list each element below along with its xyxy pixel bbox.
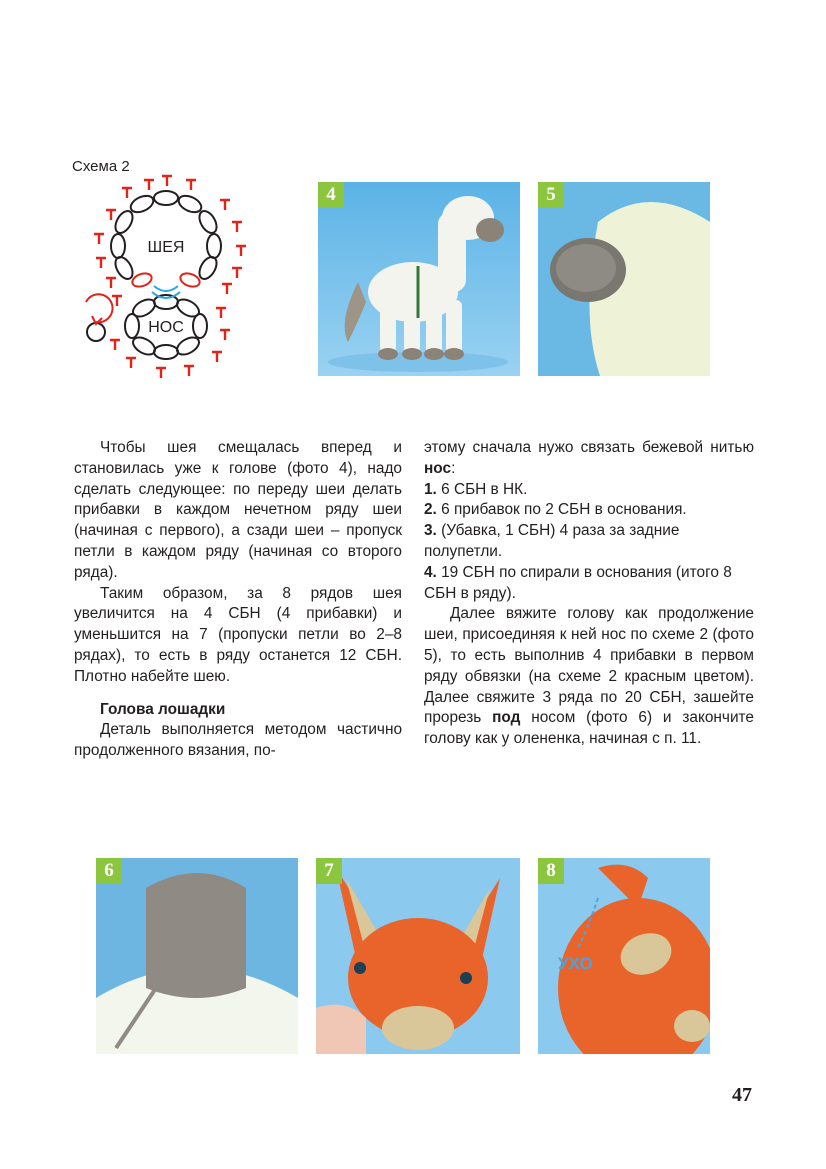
photo-6-badge: 6 (96, 858, 122, 884)
left-column (74, 438, 402, 762)
ear-label: УХО (558, 954, 593, 973)
photo-5-badge: 5 (538, 182, 564, 208)
photo-7 (316, 858, 520, 1054)
list-item: 2. 6 прибавок по 2 СБН в основания. (424, 501, 687, 519)
list-item: 1. 6 СБН в НК. (424, 480, 528, 498)
list-item: 4. 19 СБН по спирали в основания (итого 8 СБН в ряду). (424, 563, 732, 602)
schema-label: Схема 2 (72, 158, 130, 175)
photo-7-badge: 7 (316, 858, 342, 884)
nose-label: НОС (148, 319, 184, 336)
list-item: 3. (Убавка, 1 СБН) 4 раза за задние полупетли. (424, 522, 680, 560)
paragraph-head-continue: Далее вяжите голову как продолжение шеи, присоединяя к ней нос по схеме 2 (фото 5), то есть выполнив 4 прибавки в первом ряду обвязки (на схеме 2 красным цветом). Далее свяжите 3 ряда по 20 СБН, зашейте прорезь под носом (фото 6) и закончите голову как у олененка, начиная с п. 11. (424, 605, 754, 748)
right-column (424, 438, 754, 750)
photo-4-badge: 4 (318, 182, 344, 208)
photo-4 (318, 182, 520, 376)
photo-6 (96, 858, 298, 1054)
photo-8-badge: 8 (538, 858, 564, 884)
crochet-schema-diagram (66, 170, 266, 390)
paragraph-neck-result: Таким образом, за 8 рядов шея увеличится на 4 СБН (4 прибавки) и уменьшится на 7 (пропуски петли во 2–8 рядах), то есть в ряду останется 12 СБН. Плотно набейте шею. (74, 584, 402, 685)
photo-8 (538, 858, 710, 1054)
paragraph-nose-intro: этому сначала нужо связать бежевой нитью нос: (424, 439, 754, 477)
paragraph-neck-shaping: Чтобы шея смещалась вперед и становилась уже к голове (фото 4), надо сделать следующее: по переду шеи делать прибавки в каждом нечетном ряду шеи (начиная с первого), а сзади шеи – пропуск петли в каждом ряду (начиная со второго ряда). (74, 439, 402, 581)
page-number: 47 (732, 1084, 752, 1106)
photo-5 (538, 182, 710, 376)
neck-label: ШЕЯ (147, 239, 185, 256)
paragraph-head-method: Деталь выполняется методом частично продолженного вязания, по- (74, 721, 402, 760)
section-heading: Голова лошадки (100, 700, 226, 718)
